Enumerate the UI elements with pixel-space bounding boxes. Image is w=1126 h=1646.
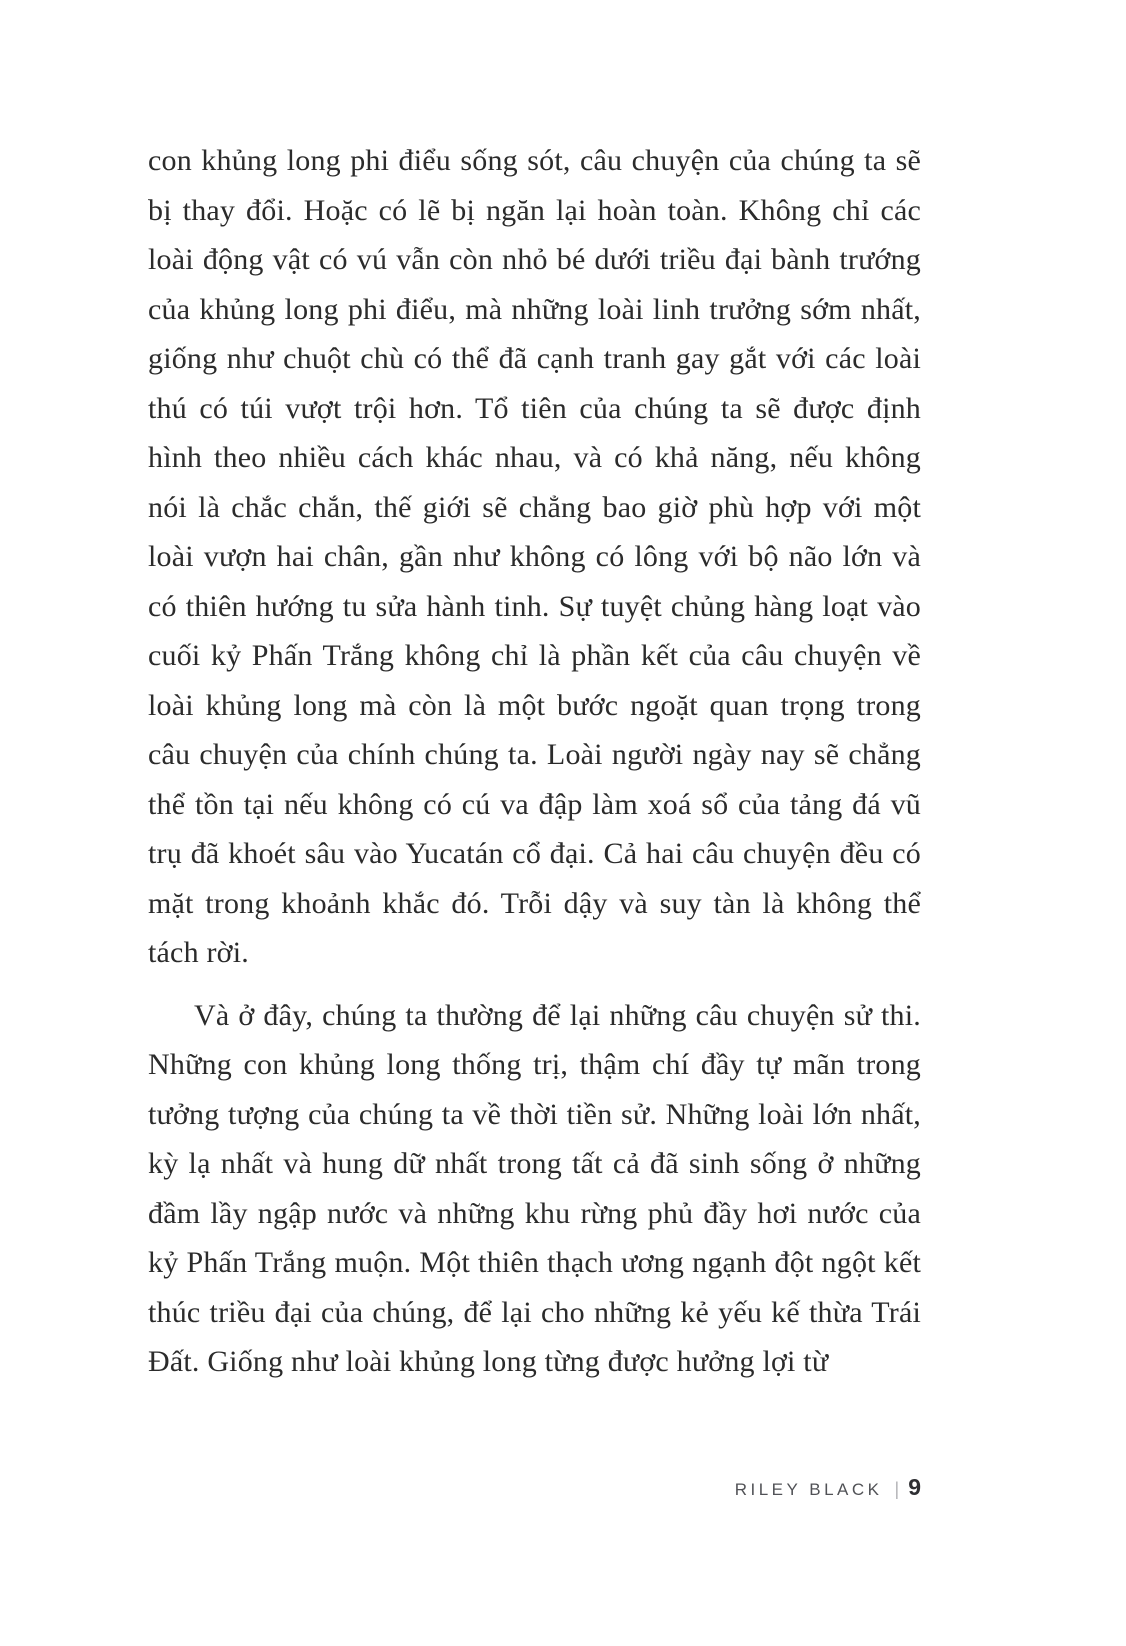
page-footer xyxy=(735,1474,921,1501)
page-number: 9 xyxy=(908,1474,921,1500)
paragraph-second: Và ở đây, chúng ta thường để lại những câu chuyện sử thi. Những con khủng long thống trị, thậm chí đầy tự mãn trong tưởng tượng của chúng ta về thời tiền sử. Những loài lớn nhất, kỳ lạ nhất và hung dữ nhất trong tất cả đã sinh sống ở những đầm lầy ngập nước và những khu rừng phủ đầy hơi nước của kỷ Phấn Trắng muộn. Một thiên thạch ương ngạnh đột ngột kết thúc triều đại của chúng, để lại cho những kẻ yếu kế thừa Trái Đất. Giống như loài khủng long từng được hưởng lợi từ xyxy=(148,998,921,1378)
footer-author-name: RILEY BLACK xyxy=(734,1480,883,1499)
footer-separator: | xyxy=(894,1479,900,1499)
paragraph-continuation: con khủng long phi điểu sống sót, câu chuyện của chúng ta sẽ bị thay đổi. Hoặc có lẽ bị ngăn lại hoàn toàn. Không chỉ các loài động vật có vú vẫn còn nhỏ bé dưới triều đại bành trướng của khủng long phi điểu, mà những loài linh trưởng sớm nhất, giống như chuột chù có thể đã cạnh tranh gay gắt với các loài thú có túi vượt trội hơn. Tổ tiên của chúng ta sẽ được định hình theo nhiều cách khác nhau, và có khả năng, nếu không nói là chắc chắn, thế giới sẽ chẳng bao giờ phù hợp với một loài vượn hai chân, gần như không có lông với bộ não lớn và có thiên hướng tu sửa hành tinh. Sự tuyệt chủng hàng loạt vào cuối kỷ Phấn Trắng không chỉ là phần kết của câu chuyện về loài khủng long mà còn là một bước ngoặt quan trọng trong câu chuyện của chính chúng ta. Loài người ngày nay sẽ chẳng thể tồn tại nếu không có cú va đập làm xoá sổ của tảng đá vũ trụ đã khoét sâu vào Yucatán cổ đại. Cả hai câu chuyện đều có mặt trong khoảnh khắc đó. Trỗi dậy và suy tàn là không thể tách rời. xyxy=(148,144,921,969)
page-body xyxy=(148,136,921,1387)
